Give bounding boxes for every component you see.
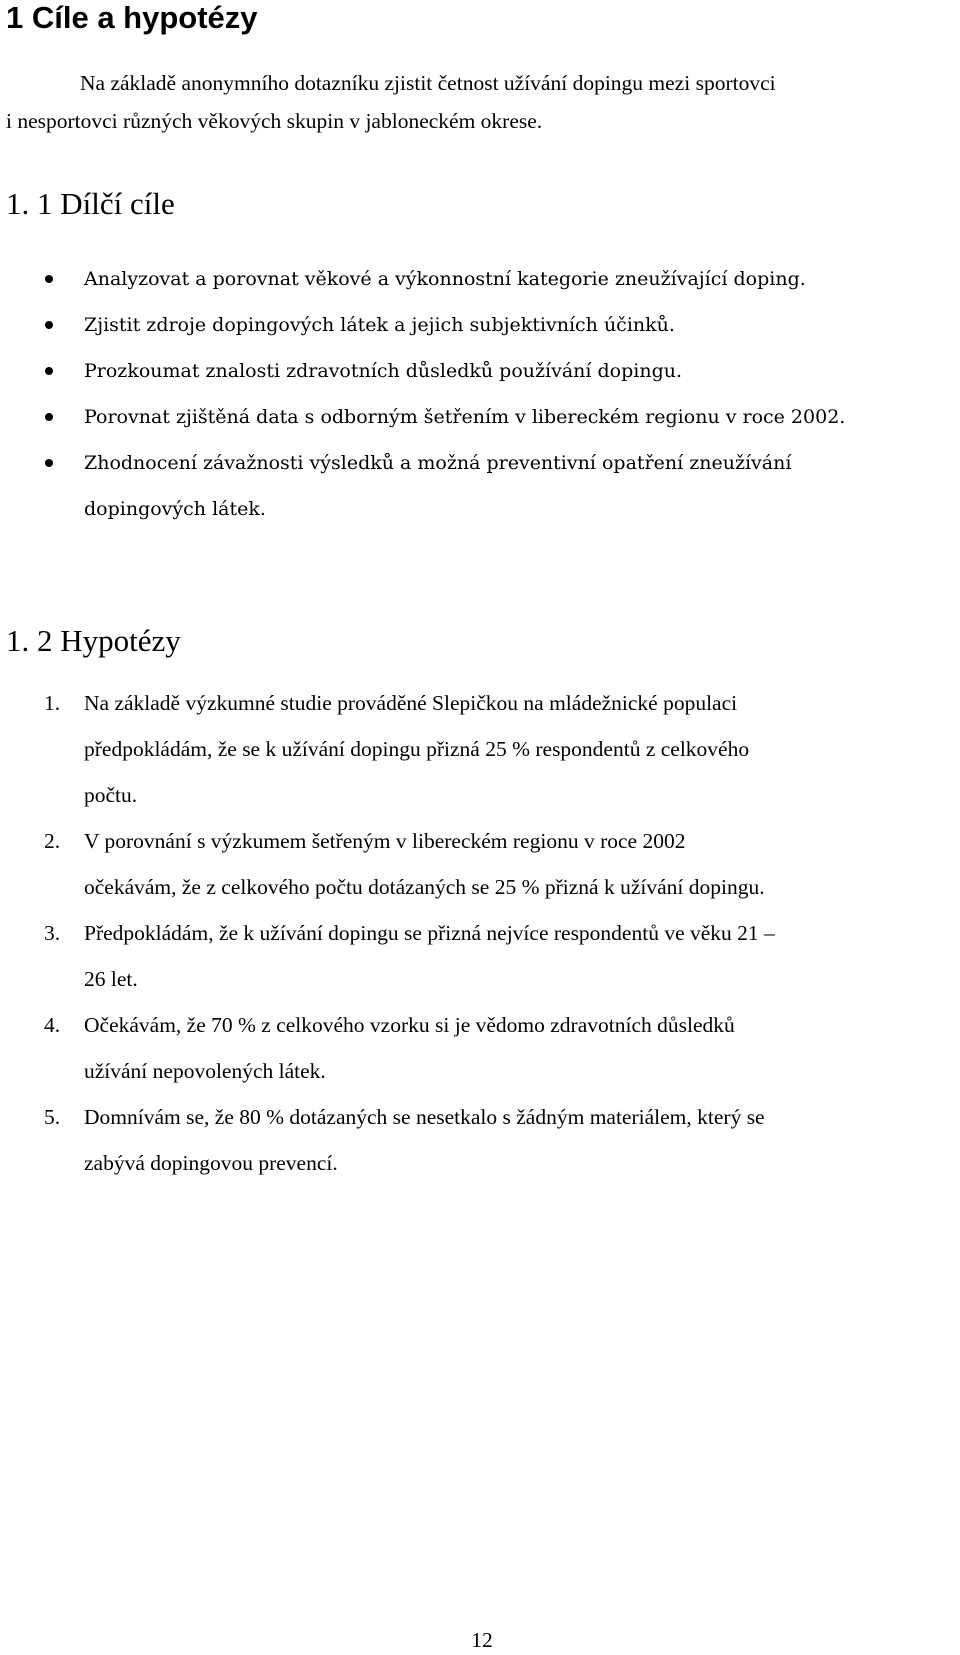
hypothesis-line: Předpokládám, že k užívání dopingu se přizná nejvíce respondentů ve věku 21 – bbox=[84, 921, 775, 945]
hypothesis-number: 4. bbox=[44, 1013, 61, 1037]
goal-text: Prozkoumat znalosti zdravotních důsledků používání dopingu. bbox=[84, 360, 683, 382]
hypothesis-line: Domnívám se, že 80 % dotázaných se nesetkalo s žádným materiálem, který se bbox=[84, 1105, 765, 1129]
goal-item bbox=[0, 440, 845, 532]
hypothesis-item bbox=[0, 1094, 775, 1186]
hypothesis-line: předpokládám, že se k užívání dopingu přizná 25 % respondentů z celkového bbox=[84, 737, 750, 761]
hypothesis-line: Očekávám, že 70 % z celkového vzorku si je vědomo zdravotních důsledků bbox=[84, 1013, 735, 1037]
hypothesis-item bbox=[0, 910, 775, 1002]
hypothesis-number: 5. bbox=[44, 1105, 61, 1129]
goal-text: Zhodnocení závažnosti výsledků a možná preventivní opatření zneužívání bbox=[84, 452, 792, 474]
goal-text: Zjistit zdroje dopingových látek a jejich subjektivních účinků. bbox=[84, 314, 675, 336]
hypothesis-line: počtu. bbox=[84, 783, 138, 807]
hypothesis-line: 26 let. bbox=[84, 967, 138, 991]
hypothesis-item bbox=[0, 680, 775, 818]
hypothesis-line: V porovnání s výzkumem šetřeným v libereckém regionu v roce 2002 bbox=[84, 829, 686, 853]
goal-text: Analyzovat a porovnat věkové a výkonnostní kategorie zneužívající doping. bbox=[84, 268, 806, 290]
intro-line-1: Na základě anonymního dotazníku zjistit četnost užívání dopingu mezi sportovci bbox=[80, 71, 776, 95]
intro-line-2: i nesportovci různých věkových skupin v jabloneckém okrese. bbox=[6, 109, 543, 133]
hypothesis-item bbox=[0, 1002, 775, 1094]
goals-list bbox=[0, 256, 845, 532]
goal-item bbox=[0, 256, 845, 302]
hypothesis-line: Na základě výzkumné studie prováděné Slepičkou na mládežnické populaci bbox=[84, 691, 738, 715]
hypothesis-line: užívání nepovolených látek. bbox=[84, 1059, 326, 1083]
goal-item bbox=[0, 348, 845, 394]
hypothesis-number: 1. bbox=[44, 691, 61, 715]
bullet-icon bbox=[45, 275, 53, 283]
hypotheses-heading: 1. 2 Hypotézy bbox=[6, 623, 181, 658]
hypothesis-number: 2. bbox=[44, 829, 61, 853]
goal-text-continued: dopingových látek. bbox=[84, 498, 266, 520]
goal-item bbox=[0, 302, 845, 348]
goals-heading: 1. 1 Dílčí cíle bbox=[6, 186, 175, 221]
bullet-icon bbox=[45, 367, 53, 375]
bullet-icon bbox=[45, 321, 53, 329]
bullet-icon bbox=[45, 413, 53, 421]
hypothesis-line: očekávám, že z celkového počtu dotázaných se 25 % přizná k užívání dopingu. bbox=[84, 875, 765, 899]
bullet-icon bbox=[45, 459, 53, 467]
hypothesis-item bbox=[0, 818, 775, 910]
intro-paragraph bbox=[6, 64, 936, 140]
goal-text: Porovnat zjištěná data s odborným šetřením v libereckém regionu v roce 2002. bbox=[84, 406, 846, 428]
hypothesis-number: 3. bbox=[44, 921, 61, 945]
page-number: 12 bbox=[471, 1628, 493, 1652]
goal-item bbox=[0, 394, 845, 440]
chapter-heading: 1 Cíle a hypotézy bbox=[6, 0, 258, 35]
hypothesis-line: zabývá dopingovou prevencí. bbox=[84, 1151, 338, 1175]
hypotheses-list bbox=[0, 680, 775, 1186]
